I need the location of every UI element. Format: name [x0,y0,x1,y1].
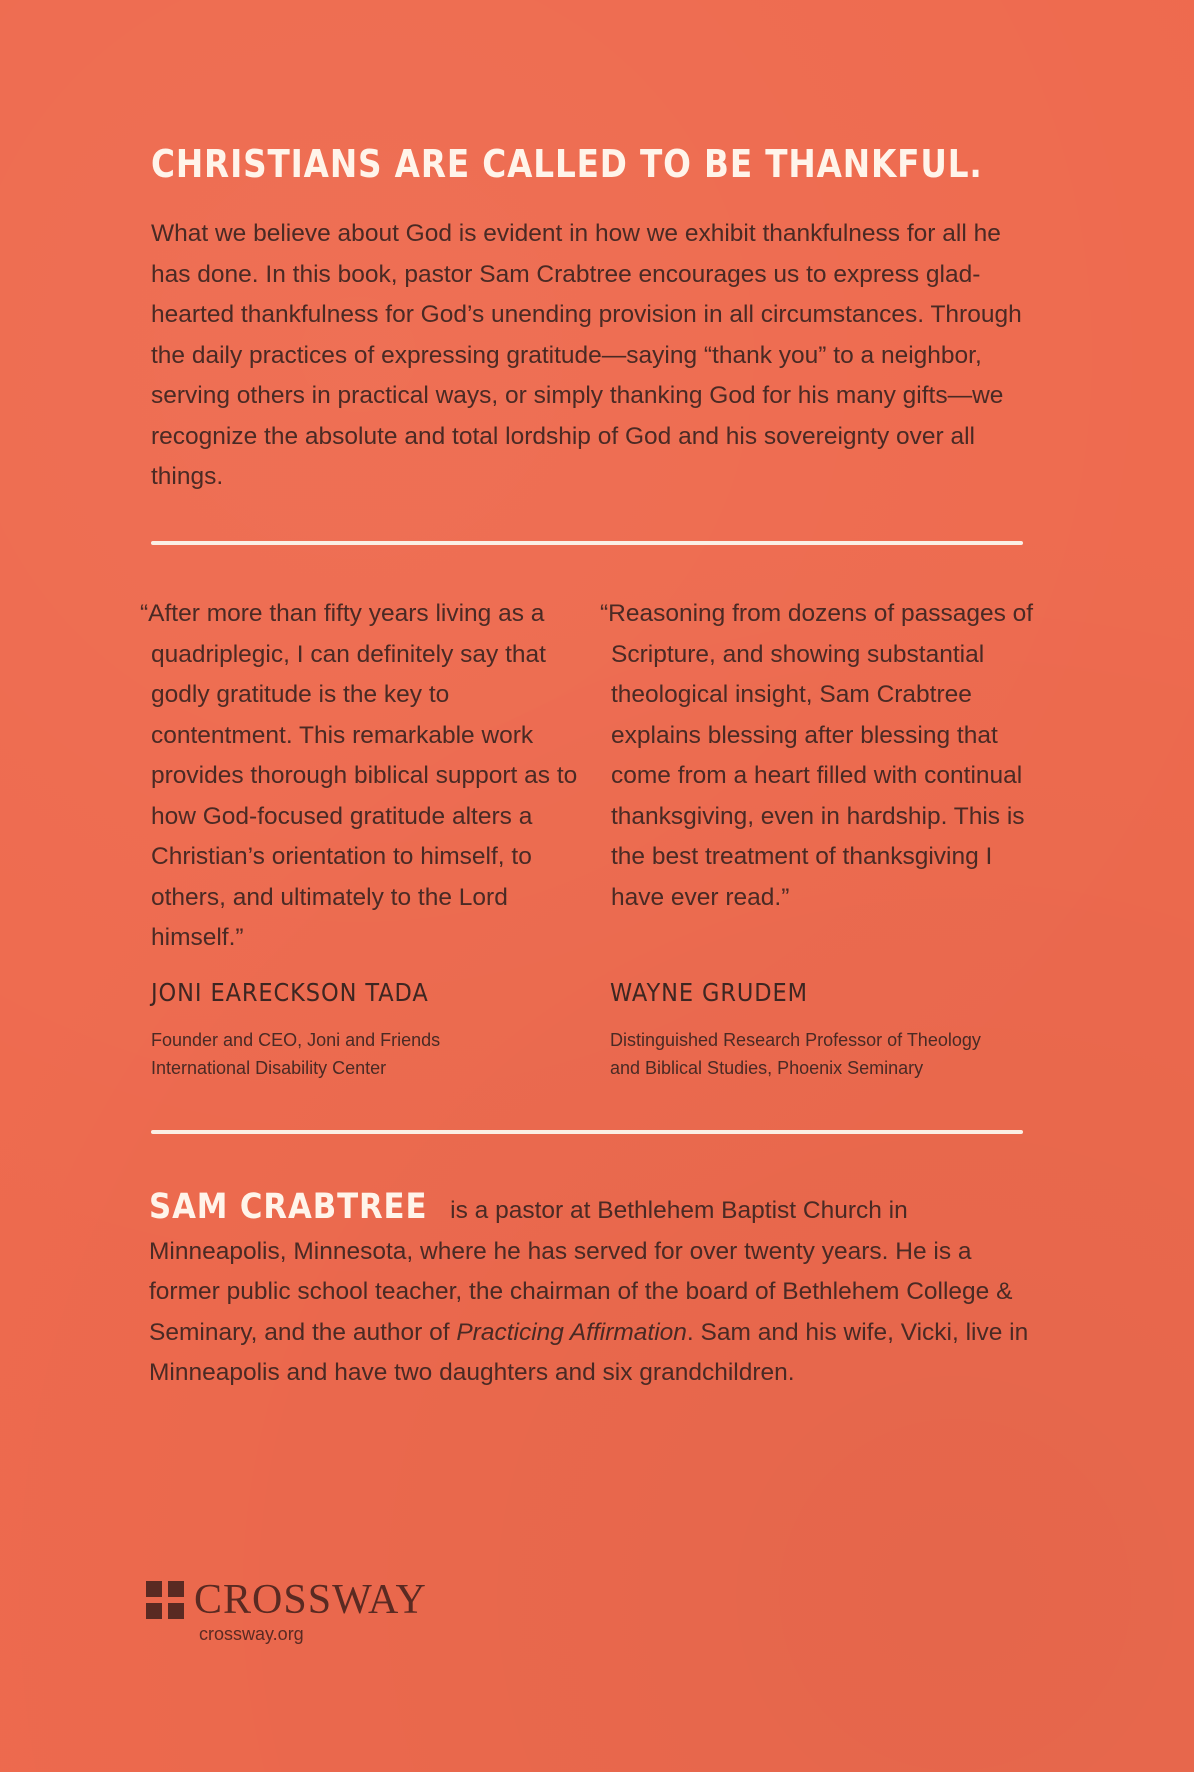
endorser-title-line2: International Disability Center [151,1058,387,1078]
endorser-title-line1: Distinguished Research Professor of Theology [610,1030,981,1050]
publisher-logo [146,1576,427,1624]
intro-paragraph: What we believe about God is evident in how we exhibit thankfulness for all he has done. In this book, pastor Sam Crabtree encourages us to express glad-hearted thankfulness for God’s unending provision in all circumstances. Through the daily practices of expressing gratitude—saying “thank you” to a neighbor, serving others in practical ways, or simply thanking God for his many gifts—we recognize the absolute and total lordship of God and his sovereignty over all things. [151,220,1022,490]
crossway-cross-squares-icon [146,1581,184,1619]
endorsement-quote-tada: “After more than fifty years living as a quadriplegic, I can definitely say that godly gratitude is the key to contentment. This remarkable work provides thorough biblical support as to how God-focused gratitude alters a Christian’s orientation to himself, to others, and ultimately to the Lord himself.” [140,600,578,951]
author-name: SAM CRABTREE [149,1187,428,1227]
publisher-name: CROSSWAY [194,1577,427,1623]
endorser-name-grudem: WAYNE GRUDEM [610,978,808,1007]
publisher-url: crossway.org [199,1624,304,1644]
bio-text-part1: is a pastor at Bethlehem Baptist Church in Minneapolis, Minnesota, where he has served for over twenty years. He is a former public school teacher, the chairman of the board of Bethlehem College & Seminary, and the author of [149,1197,1013,1346]
headline: CHRISTIANS ARE CALLED TO BE THANKFUL. [151,142,983,186]
endorser-title-line1: Founder and CEO, Joni and Friends [151,1030,441,1050]
endorser-title-tada [151,1026,591,1082]
divider-top [151,541,1023,545]
bio-text-part2: . Sam and his wife, Vicki, live in Minneapolis and have two daughters and six grandchildren. [149,1318,1029,1386]
book-title: Practicing Affirmation [456,1318,687,1346]
endorser-name-tada: JONI EARECKSON TADA [151,978,429,1007]
endorser-title-grudem [610,1026,1050,1082]
divider-bottom [151,1130,1023,1134]
author-bio [149,1187,1029,1394]
endorsement-quote-grudem: “Reasoning from dozens of passages of Scripture, and showing substantial theological insight, Sam Crabtree explains blessing after blessing that come from a heart filled with continual thanksgiving, even in hardship. This is the best treatment of thanksgiving I have ever read.” [600,600,1034,911]
endorser-title-line2: and Biblical Studies, Phoenix Seminary [610,1058,924,1078]
